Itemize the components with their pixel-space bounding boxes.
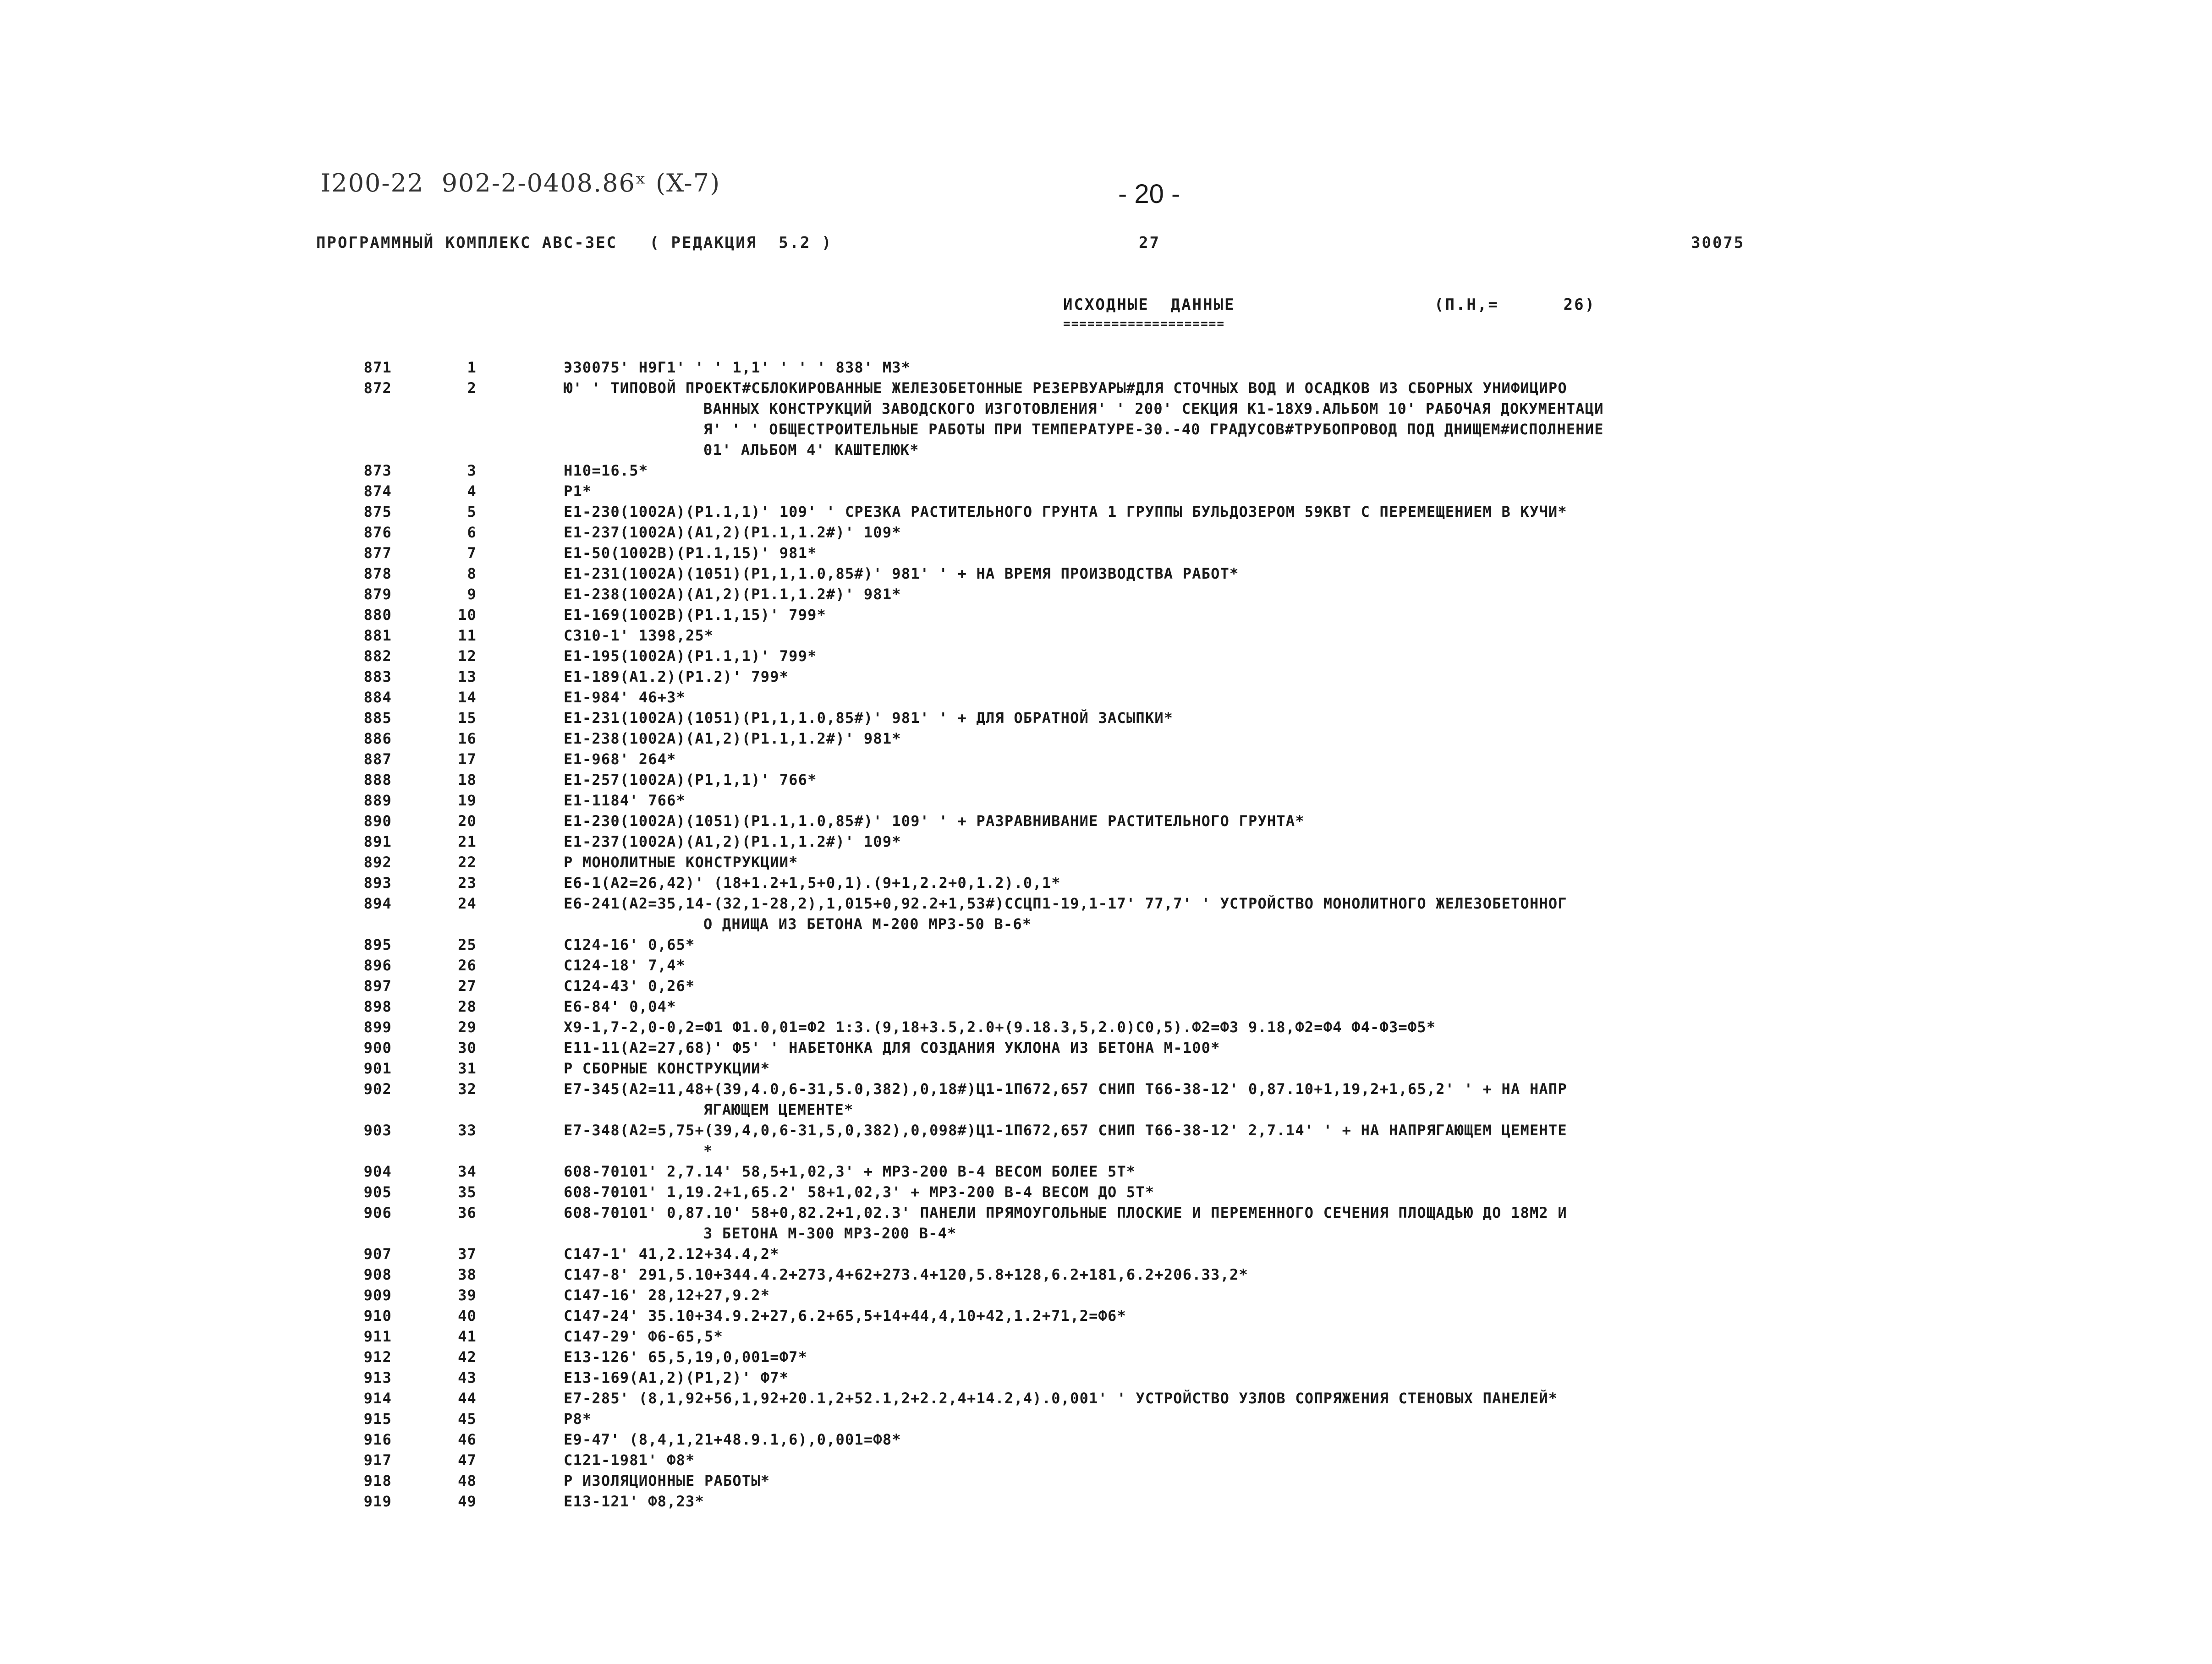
record-index: 4	[467, 482, 477, 500]
record-text	[564, 522, 1934, 543]
record-line: С124-18' 7,4*	[564, 957, 686, 974]
record-index: 43	[458, 1369, 477, 1386]
record-index: 42	[458, 1348, 477, 1366]
listing-row	[0, 667, 2212, 687]
record-line: С147-16' 28,12+27,9.2*	[564, 1286, 770, 1304]
record-line: Р МОНОЛИТНЫЕ КОНСТРУКЦИИ*	[564, 854, 798, 871]
record-index: 6	[467, 524, 477, 541]
record-line: Е13-126' 65,5,19,0,001=Ф7*	[564, 1348, 808, 1366]
line-number: 914	[363, 1390, 392, 1407]
record-line: Е13-169(А1,2)(Р1,2)' Ф7*	[564, 1369, 789, 1386]
record-text	[564, 667, 1934, 687]
record-text	[564, 1471, 1934, 1491]
listing-row	[0, 1161, 2212, 1182]
line-number: 893	[363, 874, 392, 892]
line-number: 915	[363, 1410, 392, 1428]
record-line: Е1-1184' 766*	[564, 792, 686, 809]
record-continuation: З БЕТОНА М-300 МРЗ-200 В-4*	[703, 1225, 957, 1242]
record-text	[564, 935, 1934, 955]
record-line: Е1-50(1002В)(Р1.1,15)' 981*	[564, 544, 817, 562]
listing-row	[0, 502, 2212, 522]
record-index: 18	[458, 771, 477, 788]
pn-indicator: (П.Н,= 26)	[1434, 296, 1596, 314]
record-text	[564, 502, 1934, 522]
listing-row	[0, 790, 2212, 811]
line-number: 872	[363, 379, 392, 397]
section-title: ИСХОДНЫЕ ДАННЫЕ	[1063, 296, 1235, 314]
record-text	[564, 1264, 1934, 1285]
record-line: Е1-257(1002А)(Р1,1,1)' 766*	[564, 771, 817, 788]
listing-row	[0, 1388, 2212, 1409]
listing-row	[0, 1450, 2212, 1471]
record-index: 48	[458, 1472, 477, 1489]
record-line: Е6-84' 0,04*	[564, 998, 676, 1015]
line-number: 871	[363, 359, 392, 376]
record-index: 46	[458, 1431, 477, 1448]
record-line: Э30075' Н9Г1' ' ' 1,1' ' ' ' 838' МЗ*	[564, 359, 911, 376]
record-text	[564, 770, 1934, 790]
listing-row	[0, 1491, 2212, 1512]
record-text	[564, 1244, 1934, 1264]
listing-row	[0, 770, 2212, 790]
page-number: - 20 -	[1118, 179, 1180, 209]
line-number: 888	[363, 771, 392, 788]
record-line: С121-1981' Ф8*	[564, 1451, 695, 1469]
record-index: 36	[458, 1204, 477, 1221]
listing-row	[0, 1244, 2212, 1264]
record-text	[564, 646, 1934, 667]
listing-row	[0, 357, 2212, 378]
record-index: 23	[458, 874, 477, 892]
record-line: Е7-348(А2=5,75+(39,4,0,6-31,5,0,382),0,098#)Ц1-1П672,657 СНИП Т66-38-12' 2,7.14' ' + НА НАПРЯГАЮЩЕМ ЦЕМЕНТЕ	[564, 1122, 1567, 1139]
record-index: 20	[458, 812, 477, 830]
record-text	[564, 976, 1934, 996]
record-text	[564, 1203, 1934, 1244]
line-number: 919	[363, 1493, 392, 1510]
line-number: 883	[363, 668, 392, 685]
line-number: 881	[363, 627, 392, 644]
line-number: 900	[363, 1039, 392, 1056]
record-line: 608-70101' 1,19.2+1,65.2' 58+1,02,3' + МРЗ-200 В-4 ВЕСОМ ДО 5Т*	[564, 1183, 1155, 1201]
line-number: 880	[363, 606, 392, 624]
record-line: Е1-169(1002В)(Р1.1,15)' 799*	[564, 606, 827, 624]
record-text	[564, 893, 1934, 935]
record-line: Р ИЗОЛЯЦИОННЫЕ РАБОТЫ*	[564, 1472, 770, 1489]
record-text	[564, 584, 1934, 605]
line-number: 901	[363, 1060, 392, 1077]
record-index: 9	[467, 586, 477, 603]
record-text	[564, 543, 1934, 564]
record-text	[564, 1058, 1934, 1079]
listing-row	[0, 481, 2212, 502]
record-line: С147-29' Ф6-65,5*	[564, 1328, 723, 1345]
record-text	[564, 460, 1934, 481]
record-continuation: ЯГАЮЩЕМ ЦЕМЕНТЕ*	[703, 1101, 854, 1118]
line-number: 878	[363, 565, 392, 582]
record-index: 15	[458, 709, 477, 727]
record-text	[564, 790, 1934, 811]
listing-row	[0, 996, 2212, 1017]
record-index: 38	[458, 1266, 477, 1283]
record-line: С310-1' 1398,25*	[564, 627, 714, 644]
listing-row	[0, 460, 2212, 481]
record-index: 24	[458, 895, 477, 912]
record-line: Е6-1(А2=26,42)' (18+1.2+1,5+0,1).(9+1,2.2+0,1.2).0,1*	[564, 874, 1061, 892]
line-number: 885	[363, 709, 392, 727]
record-text	[564, 564, 1934, 584]
record-line: Е1-231(1002А)(1051)(Р1,1,1.0,85#)' 981' ' + НА ВРЕМЯ ПРОИЗВОДСТВА РАБОТ*	[564, 565, 1239, 582]
record-line: Ю' ' ТИПОВОЙ ПРОЕКТ#СБЛОКИРОВАННЫЕ ЖЕЛЕЗОБЕТОННЫЕ РЕЗЕРВУАРЫ#ДЛЯ СТОЧНЫХ ВОД И ОСАДКОВ ИЗ СБОРНЫХ УНИФИЦИРО	[564, 379, 1567, 397]
listing-row	[0, 687, 2212, 708]
line-number: 886	[363, 730, 392, 747]
listing-row	[0, 1347, 2212, 1368]
record-text	[564, 1017, 1934, 1038]
line-number: 906	[363, 1204, 392, 1221]
record-line: С124-16' 0,65*	[564, 936, 695, 953]
record-index: 12	[458, 647, 477, 665]
record-line: Е6-241(А2=35,14-(32,1-28,2),1,015+0,92.2+1,53#)ССЦП1-19,1-17' 77,7' ' УСТРОЙСТВО МОНОЛИТНОГО ЖЕЛЕЗОБЕТОННОГ	[564, 895, 1567, 912]
record-line: Е1-230(1002А)(Р1.1,1)' 109' ' СРЕЗКА РАСТИТЕЛЬНОГО ГРУНТА 1 ГРУППЫ БУЛЬДОЗЕРОМ 59КВТ С ПЕРЕМЕЩЕНИЕМ В КУЧИ*	[564, 503, 1567, 520]
record-text	[564, 687, 1934, 708]
listing-row	[0, 584, 2212, 605]
record-index: 7	[467, 544, 477, 562]
record-index: 29	[458, 1018, 477, 1036]
line-number: 884	[363, 689, 392, 706]
record-continuation: *	[703, 1142, 713, 1160]
record-index: 26	[458, 957, 477, 974]
record-line: Е1-238(1002А)(А1,2)(Р1.1,1.2#)' 981*	[564, 586, 901, 603]
section-title-underline: ====================	[1063, 317, 1225, 331]
record-text	[564, 625, 1934, 646]
record-text	[564, 1409, 1934, 1429]
line-number: 916	[363, 1431, 392, 1448]
record-text	[564, 1450, 1934, 1471]
listing-row	[0, 1058, 2212, 1079]
record-line: Е1-237(1002А)(А1,2)(Р1.1,1.2#)' 109*	[564, 524, 901, 541]
record-line: Е7-345(А2=11,48+(39,4.0,6-31,5.0,382),0,18#)Ц1-1П672,657 СНИП Т66-38-12' 0,87.10+1,19,2+1,65,2' ' + НА НАПР	[564, 1080, 1567, 1098]
record-index: 2	[467, 379, 477, 397]
line-number: 903	[363, 1122, 392, 1139]
listing-row	[0, 1264, 2212, 1285]
record-text	[564, 955, 1934, 976]
record-text	[564, 728, 1934, 749]
page-code: 27	[1139, 234, 1160, 252]
record-text	[564, 1285, 1934, 1306]
record-text	[564, 832, 1934, 852]
record-line: Е13-121' Ф8,23*	[564, 1493, 704, 1510]
listing-row	[0, 873, 2212, 893]
record-continuation: ВАННЫХ КОНСТРУКЦИЙ ЗАВОДСКОГО ИЗГОТОВЛЕНИЯ' ' 200' СЕКЦИЯ К1-18Х9.АЛЬБОМ 10' РАБОЧАЯ ДОКУМЕНТАЦИ	[703, 400, 1604, 417]
record-text	[564, 1182, 1934, 1203]
listing-row	[0, 811, 2212, 832]
listing-row	[0, 378, 2212, 460]
listing-row	[0, 1120, 2212, 1161]
record-text	[564, 1161, 1934, 1182]
listing-row	[0, 1203, 2212, 1244]
record-continuation: 01' АЛЬБОМ 4' КАШТЕЛЮК*	[703, 441, 919, 459]
line-number: 877	[363, 544, 392, 562]
listing-row	[0, 564, 2212, 584]
record-text	[564, 1120, 1934, 1161]
line-number: 909	[363, 1286, 392, 1304]
line-number: 918	[363, 1472, 392, 1489]
listing-row	[0, 605, 2212, 625]
record-text	[564, 852, 1934, 873]
record-line: Р1*	[564, 482, 592, 500]
record-continuation: Я' ' ' ОБЩЕСТРОИТЕЛЬНЫЕ РАБОТЫ ПРИ ТЕМПЕРАТУРЕ-30.-40 ГРАДУСОВ#ТРУБОПРОВОД ПОД ДНИЩЕМ#ИСПОЛНЕНИЕ	[703, 421, 1604, 438]
record-line: Е7-285' (8,1,92+56,1,92+20.1,2+52.1,2+2.2,4+14.2,4).0,001' ' УСТРОЙСТВО УЗЛОВ СОПРЯЖЕНИЯ СТЕНОВЫХ ПАНЕЛЕЙ*	[564, 1390, 1558, 1407]
record-index: 34	[458, 1163, 477, 1180]
line-number: 894	[363, 895, 392, 912]
record-line: Е9-47' (8,4,1,21+48.9.1,6),0,001=Ф8*	[564, 1431, 901, 1448]
record-index: 33	[458, 1122, 477, 1139]
record-index: 3	[467, 462, 477, 479]
listing-row	[0, 708, 2212, 728]
record-line: Х9-1,7-2,0-0,2=Ф1 Ф1.0,01=Ф2 1:3.(9,18+3.5,2.0+(9.18.3,5,2.0)С0,5).Ф2=Ф3 9.18,Ф2=Ф4 Ф4-Ф3=Ф5*	[564, 1018, 1436, 1036]
record-text	[564, 481, 1934, 502]
listing-row	[0, 728, 2212, 749]
record-line: Е1-984' 46+3*	[564, 689, 686, 706]
record-line: Е1-968' 264*	[564, 750, 676, 768]
record-text	[564, 378, 1934, 460]
record-line: 608-70101' 2,7.14' 58,5+1,02,3' + МРЗ-200 В-4 ВЕСОМ БОЛЕЕ 5Т*	[564, 1163, 1136, 1180]
record-index: 45	[458, 1410, 477, 1428]
line-number: 875	[363, 503, 392, 520]
line-number: 876	[363, 524, 392, 541]
record-index: 35	[458, 1183, 477, 1201]
record-index: 19	[458, 792, 477, 809]
line-number: 890	[363, 812, 392, 830]
record-index: 11	[458, 627, 477, 644]
listing-row	[0, 1285, 2212, 1306]
line-number: 905	[363, 1183, 392, 1201]
record-index: 14	[458, 689, 477, 706]
listing-row	[0, 522, 2212, 543]
record-index: 47	[458, 1451, 477, 1469]
record-line: Е1-238(1002А)(А1,2)(Р1.1,1.2#)' 981*	[564, 730, 901, 747]
record-index: 41	[458, 1328, 477, 1345]
record-text	[564, 1079, 1934, 1120]
record-index: 21	[458, 833, 477, 850]
line-number: 899	[363, 1018, 392, 1036]
record-index: 17	[458, 750, 477, 768]
record-index: 49	[458, 1493, 477, 1510]
record-text	[564, 811, 1934, 832]
record-text	[564, 1038, 1934, 1058]
record-line: Е1-189(А1.2)(Р1.2)' 799*	[564, 668, 789, 685]
line-number: 873	[363, 462, 392, 479]
record-text	[564, 1388, 1934, 1409]
listing-row	[0, 976, 2212, 996]
listing-row	[0, 1017, 2212, 1038]
record-text	[564, 708, 1934, 728]
listing-row	[0, 646, 2212, 667]
record-line: С124-43' 0,26*	[564, 977, 695, 995]
listing-row	[0, 852, 2212, 873]
record-index: 28	[458, 998, 477, 1015]
line-number: 891	[363, 833, 392, 850]
line-number: 887	[363, 750, 392, 768]
record-line: Е11-11(А2=27,68)' Ф5' ' НАБЕТОНКА ДЛЯ СОЗДАНИЯ УКЛОНА ИЗ БЕТОНА М-100*	[564, 1039, 1220, 1056]
record-index: 30	[458, 1039, 477, 1056]
line-number: 908	[363, 1266, 392, 1283]
line-number: 895	[363, 936, 392, 953]
line-number: 913	[363, 1369, 392, 1386]
program-name: ПРОГРАММНЫЙ КОМПЛЕКС АВС-ЗЕС ( РЕДАКЦИЯ 5.2 )	[316, 234, 833, 252]
record-text	[564, 1347, 1934, 1368]
listing-row	[0, 1038, 2212, 1058]
listing-row	[0, 832, 2212, 852]
record-index: 44	[458, 1390, 477, 1407]
listing-row	[0, 543, 2212, 564]
listing-row	[0, 1429, 2212, 1450]
listing-row	[0, 1368, 2212, 1388]
line-number: 904	[363, 1163, 392, 1180]
record-text	[564, 605, 1934, 625]
listing-row	[0, 1079, 2212, 1120]
line-number: 911	[363, 1328, 392, 1345]
listing-row	[0, 1306, 2212, 1326]
record-index: 8	[467, 565, 477, 582]
record-line: Н10=16.5*	[564, 462, 648, 479]
listing-row	[0, 1409, 2212, 1429]
data-listing	[0, 357, 2212, 1512]
line-number: 874	[363, 482, 392, 500]
record-text	[564, 357, 1934, 378]
line-number: 917	[363, 1451, 392, 1469]
record-index: 5	[467, 503, 477, 520]
record-text	[564, 1306, 1934, 1326]
record-text	[564, 1368, 1934, 1388]
line-number: 898	[363, 998, 392, 1015]
record-text	[564, 749, 1934, 770]
record-text	[564, 1326, 1934, 1347]
record-index: 32	[458, 1080, 477, 1098]
record-line: Е1-237(1002А)(А1,2)(Р1.1,1.2#)' 109*	[564, 833, 901, 850]
record-line: Е1-195(1002А)(Р1.1,1)' 799*	[564, 647, 817, 665]
record-continuation: О ДНИЩА ИЗ БЕТОНА М-200 МРЗ-50 В-6*	[703, 915, 1032, 933]
record-line: Р8*	[564, 1410, 592, 1428]
record-index: 31	[458, 1060, 477, 1077]
listing-row	[0, 1326, 2212, 1347]
record-index: 37	[458, 1245, 477, 1263]
listing-row	[0, 1471, 2212, 1491]
record-text	[564, 996, 1934, 1017]
line-number: 910	[363, 1307, 392, 1325]
line-number: 889	[363, 792, 392, 809]
record-index: 10	[458, 606, 477, 624]
listing-row	[0, 935, 2212, 955]
line-number: 902	[363, 1080, 392, 1098]
record-line: С147-24' 35.10+34.9.2+27,6.2+65,5+14+44,4,10+42,1.2+71,2=Ф6*	[564, 1307, 1126, 1325]
listing-row	[0, 749, 2212, 770]
record-index: 13	[458, 668, 477, 685]
line-number: 912	[363, 1348, 392, 1366]
listing-row	[0, 955, 2212, 976]
record-index: 22	[458, 854, 477, 871]
line-number: 896	[363, 957, 392, 974]
record-index: 27	[458, 977, 477, 995]
record-index: 39	[458, 1286, 477, 1304]
record-index: 16	[458, 730, 477, 747]
document-code: 30075	[1691, 234, 1745, 252]
record-text	[564, 1429, 1934, 1450]
line-number: 907	[363, 1245, 392, 1263]
listing-row	[0, 1182, 2212, 1203]
record-line: С147-1' 41,2.12+34.4,2*	[564, 1245, 779, 1263]
record-text	[564, 873, 1934, 893]
listing-row	[0, 625, 2212, 646]
record-index: 1	[467, 359, 477, 376]
record-index: 25	[458, 936, 477, 953]
record-text	[564, 1491, 1934, 1512]
record-line: Р СБОРНЫЕ КОНСТРУКЦИИ*	[564, 1060, 770, 1077]
document-stamp: I200-22 902-2-0408.86ˣ (X-7)	[321, 169, 721, 197]
record-index: 40	[458, 1307, 477, 1325]
record-line: Е1-231(1002А)(1051)(Р1,1,1.0,85#)' 981' ' + ДЛЯ ОБРАТНОЙ ЗАСЫПКИ*	[564, 709, 1174, 727]
listing-row	[0, 893, 2212, 935]
line-number: 892	[363, 854, 392, 871]
line-number: 879	[363, 586, 392, 603]
line-number: 897	[363, 977, 392, 995]
record-line: 608-70101' 0,87.10' 58+0,82.2+1,02.3' ПАНЕЛИ ПРЯМОУГОЛЬНЫЕ ПЛОСКИЕ И ПЕРЕМЕННОГО СЕЧЕНИЯ ПЛОЩАДЬЮ ДО 18М2 И	[564, 1204, 1567, 1221]
record-line: Е1-230(1002А)(1051)(Р1.1,1.0,85#)' 109' ' + РАЗРАВНИВАНИЕ РАСТИТЕЛЬНОГО ГРУНТА*	[564, 812, 1305, 830]
record-line: С147-8' 291,5.10+344.4.2+273,4+62+273.4+120,5.8+128,6.2+181,6.2+206.33,2*	[564, 1266, 1248, 1283]
line-number: 882	[363, 647, 392, 665]
